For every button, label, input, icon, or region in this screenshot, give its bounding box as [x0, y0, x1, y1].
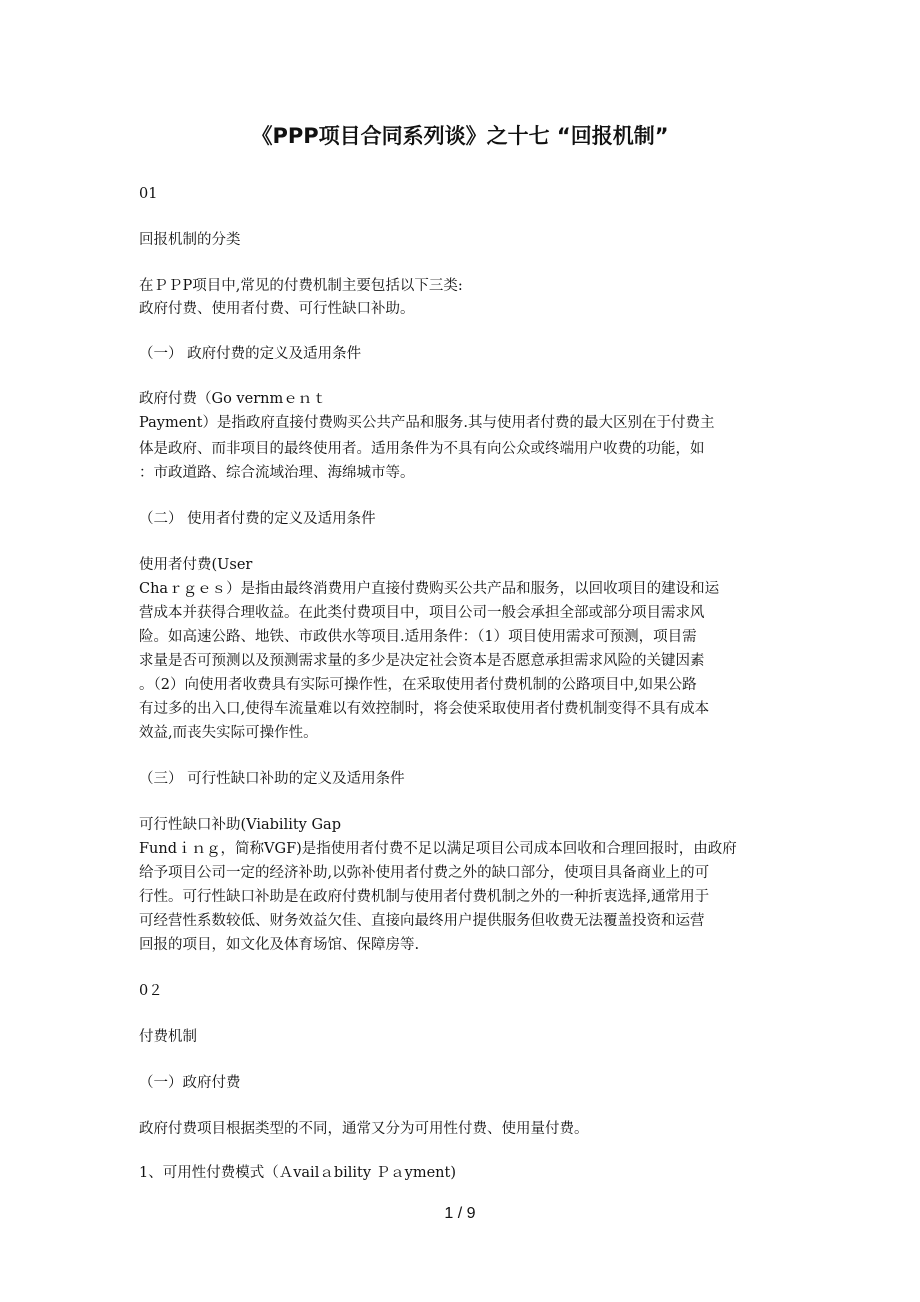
paragraph-line: 可经营性系数较低、财务效益欠佳、直接向最终用户提供服务但收费无法覆盖投资和运营 [139, 913, 705, 929]
paragraph-line: 可行性缺口补助(Viability Gap [139, 817, 341, 833]
paragraph-line: 行性。可行性缺口补助是在政府付费机制与使用者付费机制之外的一种折衷选择,通常用于 [139, 889, 710, 905]
paragraph-line: 政府付费、使用者付费、可行性缺口补助。 [139, 301, 415, 317]
paragraph-line: Fundｉｎｇ，简称VGF)是指使用者付费不足以满足项目公司成本回收和合理回报时，由政府 [139, 841, 737, 857]
paragraph-line: 1、可用性付费模式（Ａvailａbility Ｐａyment) [139, 1165, 457, 1181]
paragraph-line: 体是政府、而非项目的最终使用者。适用条件为不具有向公众或终端用户收费的功能，如 [139, 441, 705, 457]
paragraph-line: 有过多的出入口,使得车流量难以有效控制时，将会使采取使用者付费机制变得不具有成本 [139, 701, 710, 717]
paragraph-line: Chaｒｇｅｓ）是指由最终消费用户直接付费购买公共产品和服务，以回收项目的建设和运 [139, 581, 720, 597]
page-number: 1 / 9 [444, 1205, 476, 1222]
paragraph-line: 给予项目公司一定的经济补助,以弥补使用者付费之外的缺口部分，使项目具备商业上的可 [139, 865, 710, 881]
paragraph-line: 效益,而丧失实际可操作性。 [139, 725, 318, 741]
paragraph-line: ：市政道路、综合流域治理、海绵城市等。 [139, 465, 415, 481]
paragraph-line: 政府付费（Gо vernmｅｎｔ [139, 391, 327, 407]
document-title: 《PPP项目合同系列谈》之十七 “回报机制” [251, 124, 669, 148]
section-heading: 付费机制 [139, 1029, 197, 1045]
subsection-heading: （三） 可行性缺口补助的定义及适用条件 [139, 771, 405, 787]
paragraph-line: 回报的项目，如文化及体育场馆、保障房等. [139, 937, 420, 953]
paragraph-line: Payment）是指政府直接付费购买公共产品和服务.其与使用者付费的最大区别在于付费主 [139, 415, 715, 431]
paragraph-line: 在ＰＰP项目中,常见的付费机制主要包括以下三类: [139, 278, 463, 294]
paragraph-line: 使用者付费(User [139, 557, 253, 573]
paragraph-line: 营成本并获得合理收益。在此类付费项目中，项目公司一般会承担全部或部分项目需求风 [139, 605, 705, 621]
section-number: 0２ [139, 983, 163, 999]
subsection-heading: （一） 政府付费的定义及适用条件 [139, 346, 362, 362]
paragraph-line: 。（2）向使用者收费具有实际可操作性，在采取使用者付费机制的公路项目中,如果公路 [139, 677, 697, 693]
section-heading: 回报机制的分类 [139, 232, 241, 248]
paragraph-line: 险。如高速公路、地铁、市政供水等项目.适用条件：（1）项目使用需求可预测，项目需 [139, 629, 697, 645]
subsection-heading: （二） 使用者付费的定义及适用条件 [139, 511, 376, 527]
paragraph-line: 政府付费项目根据类型的不同，通常又分为可用性付费、使用量付费。 [139, 1121, 589, 1137]
section-number: 01 [139, 186, 158, 202]
paragraph-line: 求量是否可预测以及预测需求量的多少是决定社会资本是否愿意承担需求风险的关键因素 [139, 653, 705, 669]
subsection-heading: （一）政府付费 [139, 1075, 241, 1091]
